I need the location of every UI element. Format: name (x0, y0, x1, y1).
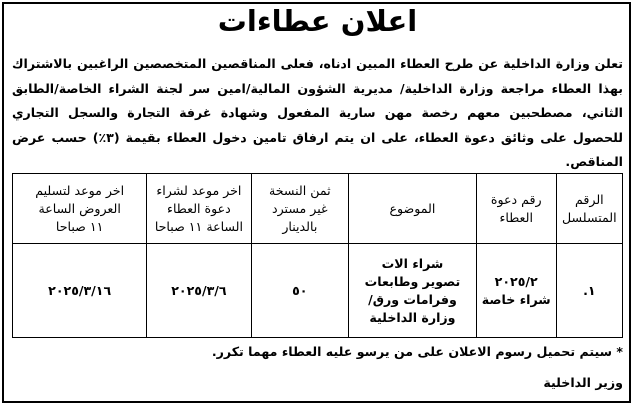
cell-purchase-deadline: ٢٠٢٥/٣/٦ (147, 244, 251, 338)
header-serial: الرقم المتسلسل (556, 174, 622, 244)
cell-submission-deadline: ٢٠٢٥/٣/١٦ (13, 244, 147, 338)
header-subject: الموضوع (349, 174, 477, 244)
header-copy-price: ثمن النسخة غير مسترد بالدينار (251, 174, 349, 244)
fees-note: * سيتم تحميل رسوم الاعلان على من يرسو عليه العطاء مهما تكرر. (211, 344, 623, 359)
header-purchase-deadline: اخر موعد لشراء دعوة العطاء الساعة ١١ صباحا (147, 174, 251, 244)
table-row (13, 244, 623, 338)
header-tender-number: رقم دعوة العطاء (476, 174, 556, 244)
announcement-intro: تعلن وزارة الداخلية عن طرح العطاء المبين ادناه، فعلى المناقصين المتخصصين الراغبين بالاشتراك بهذا العطاء مراجعة وزارة الداخلية/ مديرية الشؤون المالية/امين سر لجنة الشراء الخاصة/الطابق الثاني، مصطحبين معهم رخصة مهن سارية المفعول وشهادة غرفة التجارة والسجل التجاري للحصول على وثائق دعوة العطاء، على ان يتم ارفاق تامين دخول العطاء بقيمة (٣٪) حسب عرض المناقص. (12, 56, 623, 169)
table-header-row (13, 174, 623, 244)
tenders-table (12, 173, 623, 338)
cell-serial: ١. (556, 244, 622, 338)
announcement-title: اعلان عطاءات (217, 4, 418, 38)
cell-tender-number: ٢٠٢٥/٢ شراء خاصة (476, 244, 556, 338)
cell-copy-price: ٥٠ (251, 244, 349, 338)
signature: وزير الداخلية (543, 375, 623, 390)
cell-subject: شراء الات تصوير وطابعات وفرامات ورق/ وزارة الداخلية (349, 244, 477, 338)
header-submission-deadline: اخر موعد لتسليم العروض الساعة ١١ صباحا (13, 174, 147, 244)
